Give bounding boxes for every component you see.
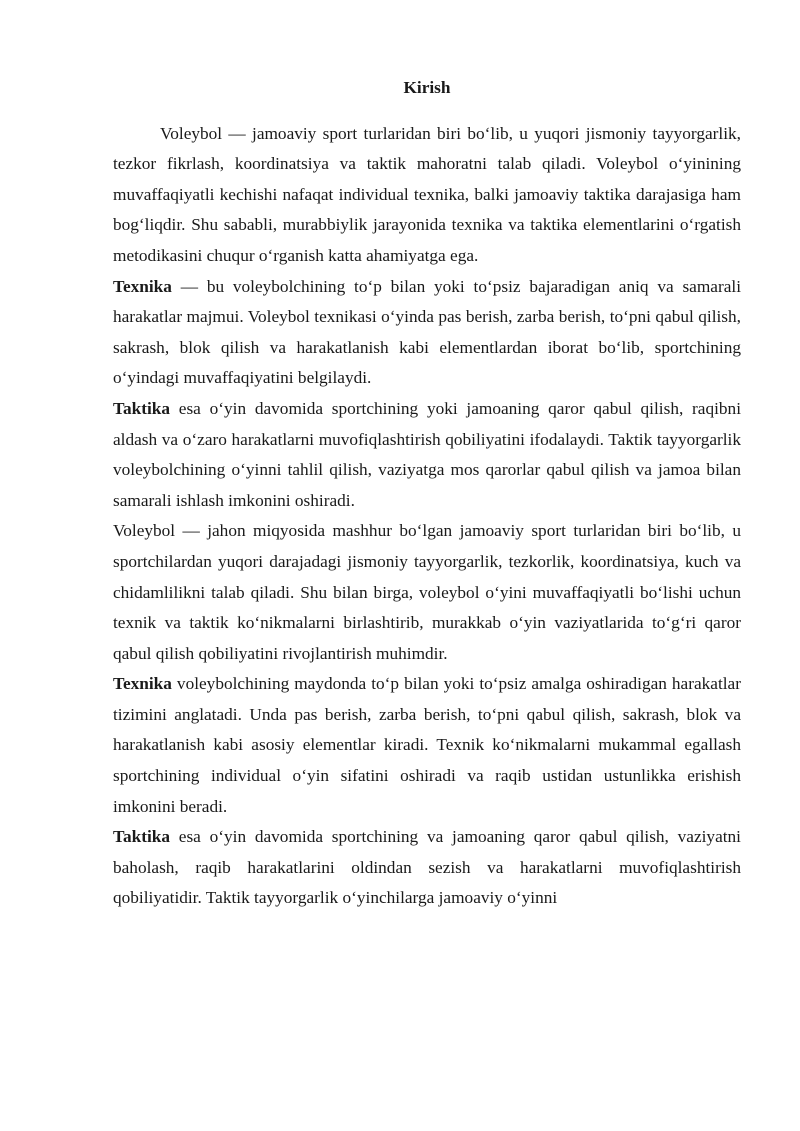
paragraph-taktika-ability — [113, 822, 741, 914]
term-texnika: Texnika — [113, 674, 172, 694]
paragraph-text: Voleybol — jahon miqyosida mashhur bo‘lgan jamoaviy sport turlaridan biri bo‘lib, u sportchilardan yuqori darajadagi jismoniy tayyorgarlik, tezkorlik, koordinatsiya, kuch va chidamlilikni talab qiladi. Shu bilan birga, voleybol o‘yini muvaffaqiyatli bo‘lishi uchun texnik va taktik ko‘nikmalarni birlashtirib, murakkab o‘yin vaziyatlarida to‘g‘ri qaror qabul qilish qobiliyatini rivojlantirish muhimdir. — [113, 521, 741, 663]
page-title: Kirish — [403, 78, 451, 97]
paragraph-texnika-definition — [113, 272, 741, 394]
term-texnika: Texnika — [113, 276, 172, 296]
paragraph-texnika-system — [113, 669, 741, 822]
paragraph-text: esa o‘yin davomida sportchining yoki jamoaning qaror qabul qilish, raqibni aldash va o‘zaro harakatlarni muvofiqlashtirish qobiliyatini ifodalaydi. Taktik tayyorgarlik voleybolchining o‘yinni tahlil qilish, vaziyatga mos qarorlar qabul qilish va jamoa bilan samarali ishlash imkonini oshiradi. — [113, 398, 741, 510]
paragraph-text: voleybolchining maydonda to‘p bilan yoki to‘psiz amalga oshiradigan harakatlar tizimini anglatadi. Unda pas berish, zarba berish, to‘pni qabul qilish, sakrash, blok va harakatlanish kabi asosiy elementlar kiradi. Texnik ko‘nikmalarni mukammal egallash sportchining individual o‘yin sifatini oshiradi va raqib ustidan ustunlikka erishish imkonini beradi. — [113, 674, 741, 816]
paragraph-text: esa o‘yin davomida sportchining va jamoaning qaror qabul qilish, vaziyatni baholash, raqib harakatlarini oldindan sezish va harakatlarni muvofiqlashtirish qobiliyatidir. Taktik tayyorgarlik o‘yinchilarga jamoaviy o‘yinni — [113, 827, 741, 908]
term-taktika: Taktika — [113, 827, 170, 847]
paragraph-voleybol-overview — [113, 516, 741, 669]
term-taktika: Taktika — [113, 398, 170, 418]
document-body — [113, 73, 741, 914]
paragraph-taktika-definition — [113, 394, 741, 516]
paragraph-text: Voleybol — jamoaviy sport turlaridan biri bo‘lib, u yuqori jismoniy tayyorgarlik, tezkor fikrlash, koordinatsiya va taktik mahoratni talab qiladi. Voleybol o‘yinining muvaffaqiyatli kechishi nafaqat individual texnika, balki jamoaviy taktika darajasiga ham bog‘liqdir. Shu sababli, murabbiylik jarayonida texnika va taktika elementlarini o‘rgatish metodikasini chuqur o‘rganish katta ahamiyatga ega. — [113, 123, 741, 265]
paragraph-intro — [113, 119, 741, 272]
paragraph-text: — bu voleybolchining to‘p bilan yoki to‘psiz bajaradigan aniq va samarali harakatlar majmui. Voleybol texnikasi o‘yinda pas berish, zarba berish, to‘pni qabul qilish, sakrash, blok qilish va harakatlanish kabi elementlardan iborat bo‘lib, sportchining o‘yindagi muvaffaqiyatini belgilaydi. — [113, 276, 741, 388]
